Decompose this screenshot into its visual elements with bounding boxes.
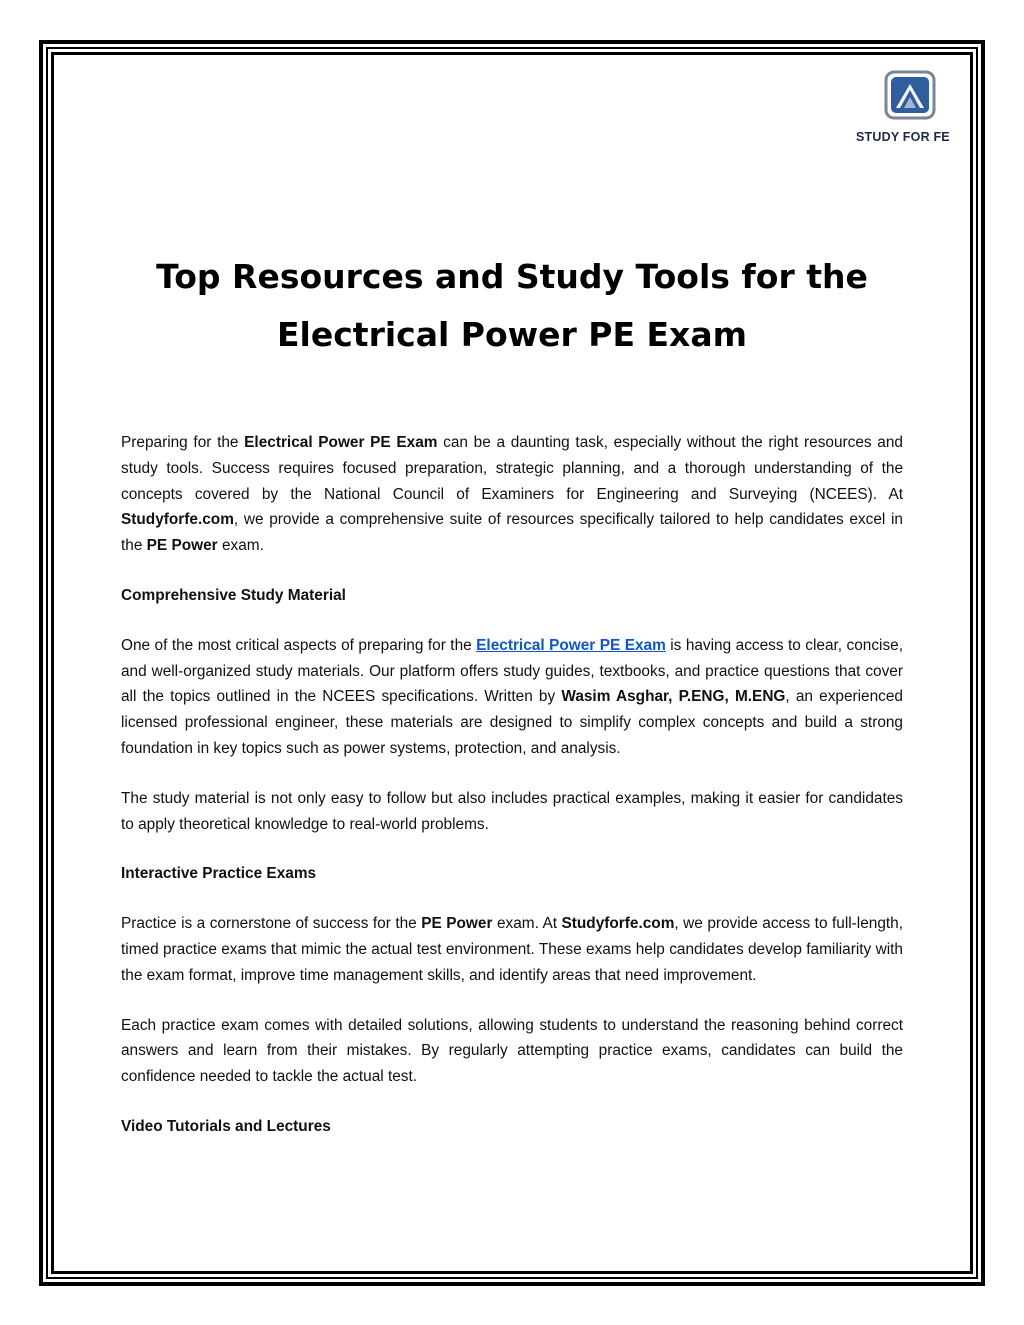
study-for-fe-logo: [852, 68, 970, 152]
book-logo-icon: [884, 70, 936, 120]
title-line-2: Electrical Power PE Exam: [277, 315, 747, 354]
s1-text-2: is having access to clear, concise, and well-organized study materials. Our platform offers study guides, textbooks, and practice questions that cover all the topics outlined in the NCEES specifications. Written by: [121, 636, 903, 706]
intro-text-4: exam.: [217, 537, 264, 555]
electrical-power-pe-exam-link[interactable]: Electrical Power PE Exam: [476, 636, 666, 654]
intro-text-3: , we provide a comprehensive suite of resources specifically tailored to help candidates excel in the: [121, 511, 903, 555]
section-heading-study-material: Comprehensive Study Material: [121, 586, 346, 604]
study-material-paragraph-1: [121, 633, 903, 762]
title-line-1: Top Resources and Study Tools for the: [156, 257, 868, 296]
intro-text-2: can be a daunting task, especially without the right resources and study tools. Success requires focused preparation, strategic planning, and a thorough understanding of the concepts covered by the National Council of Examiners for Engineering and Surveying (NCEES). At: [121, 434, 903, 503]
intro-bold-exam: Electrical Power PE Exam: [244, 434, 438, 451]
s1-text-1: One of the most critical aspects of preparing for the: [121, 636, 477, 654]
s1-text-3: , an experienced licensed professional engineer, these materials are designed to simplify complex concepts and build a strong foundation in key topics such as power systems, protection, and analysis.: [121, 688, 903, 757]
s2-bold-site: Studyforfe.com: [561, 915, 675, 933]
intro-text-1: Preparing for the: [121, 434, 245, 451]
s2-text-1: Practice is a cornerstone of success for the: [121, 915, 422, 933]
practice-exams-paragraph-1: [121, 911, 903, 988]
page-title: [80, 248, 944, 364]
s2-text-3: , we provide access to full-length, timed practice exams that mimic the actual test environment. These exams help candidates develop familiarity with the exam format, improve time management skills, and identify areas that need improvement.: [121, 915, 903, 984]
study-material-paragraph-2: The study material is not only easy to follow but also includes practical examples, making it easier for candidates to apply theoretical knowledge to real-world problems.: [121, 789, 903, 833]
section-heading-practice-exams: Interactive Practice Exams: [121, 865, 317, 883]
s2-bold-pe-power: PE Power: [421, 915, 493, 933]
article-body: [121, 430, 903, 1140]
practice-exams-paragraph-2: Each practice exam comes with detailed solutions, allowing students to understand the reasoning behind correct answers and learn from their mistakes. By regularly attempting practice exams, candidates can build the confidence needed to tackle the actual test.: [121, 1016, 903, 1086]
section-heading-video-tutorials: Video Tutorials and Lectures: [121, 1117, 331, 1135]
s2-text-2: exam. At: [492, 915, 562, 933]
logo-text: STUDY FOR FE: [856, 130, 950, 144]
intro-bold-site: Studyforfe.com: [121, 511, 234, 529]
s1-bold-author: Wasim Asghar, P.ENG, M.ENG: [561, 688, 786, 706]
intro-paragraph: [121, 430, 903, 559]
intro-bold-pe-power: PE Power: [146, 537, 218, 555]
